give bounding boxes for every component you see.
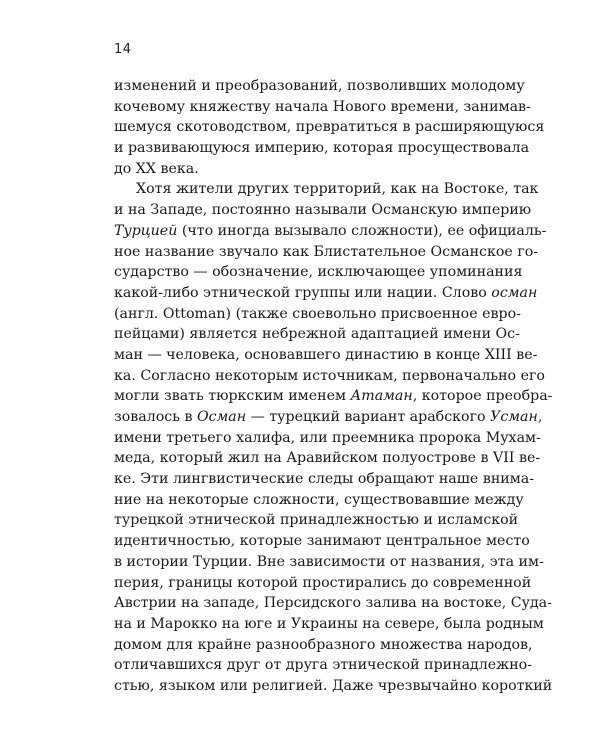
text-line: сударство — обозначение, исключающее упоминания	[114, 264, 523, 281]
text-line: шемуся скотоводством, превратиться в расширяющуюся	[114, 119, 545, 136]
paragraph	[114, 179, 553, 696]
text-run: могли звать тюркским именем	[114, 388, 351, 405]
text-line: Австрии на западе, Персидского залива на востоке, Суда-	[114, 595, 552, 612]
body-text	[114, 76, 553, 697]
text-line: изменений и преобразований, позволивших молодому	[114, 78, 525, 94]
text-line	[114, 386, 553, 407]
text-line	[114, 283, 538, 304]
text-line: пейцами) является небрежной адаптацией имени Ос-	[114, 326, 520, 343]
text-run: (что иногда вызывало сложности), ее официаль-	[177, 222, 547, 239]
text-line: ман — человека, основавшего династию в конце XIII ве-	[114, 346, 538, 363]
italic-term: Усман	[490, 409, 538, 425]
text-line: идентичностью, которые занимают центральное место	[114, 533, 530, 550]
text-line: стью, языком или религией. Даже чрезвычайно короткий	[114, 677, 553, 694]
italic-term: Турцией	[114, 222, 178, 239]
text-line: перия, границы которой простирались до современной	[114, 574, 532, 591]
text-line: домом для крайне разнообразного множества народов,	[114, 636, 533, 653]
italic-term: Осман	[196, 409, 247, 425]
text-line: ка. Согласно некоторым источникам, первоначально его	[114, 367, 545, 384]
text-run: ,	[537, 409, 543, 425]
text-line: и развивающуюся империю, которая просуществовала	[114, 140, 530, 157]
text-line: (англ. Ottoman) (также своевольно присвоенное евро-	[114, 305, 521, 322]
text-run: , которое преобра-	[412, 388, 553, 405]
text-line: на и Марокко на юге и Украины на севере, была родным	[114, 615, 544, 632]
text-line: кочевому княжеству начала Нового времени, занимав-	[114, 98, 531, 115]
text-line: ное название звучало как Блистательное Османское го-	[114, 243, 539, 260]
page-number: 14	[114, 42, 132, 57]
paragraph	[114, 76, 545, 179]
italic-term: осман	[491, 284, 538, 301]
text-run: какой-либо этнической группы или нации. Слово	[114, 284, 492, 301]
text-run: зовалось в	[114, 409, 197, 425]
text-line: и на Западе, постоянно называли Османскую империю	[114, 202, 532, 219]
text-line: меда, который жил на Аравийском полуострове в VII ве-	[114, 450, 541, 467]
text-line: ке. Эти лингвистические следы обращают наше внима-	[114, 471, 535, 488]
text-line	[114, 221, 547, 242]
text-line	[114, 407, 543, 428]
text-line: в истории Турции. Вне зависимости от названия, эта им-	[114, 553, 544, 570]
text-line: ние на некоторые сложности, существовавшие между	[114, 491, 524, 508]
text-line: турецкой этнической принадлежностью и исламской	[114, 512, 519, 529]
text-line: имени третьего халифа, или преемника пророка Мухам-	[114, 429, 541, 446]
italic-term: Атаман	[350, 388, 413, 405]
text-line: Хотя жители других территорий, как на Востоке, так	[136, 181, 539, 198]
text-run: — турецкий вариант арабского	[246, 409, 491, 425]
text-line: отличавшихся друг от друга этнической принадлежно-	[114, 657, 533, 674]
text-line: до XX века.	[114, 160, 199, 177]
